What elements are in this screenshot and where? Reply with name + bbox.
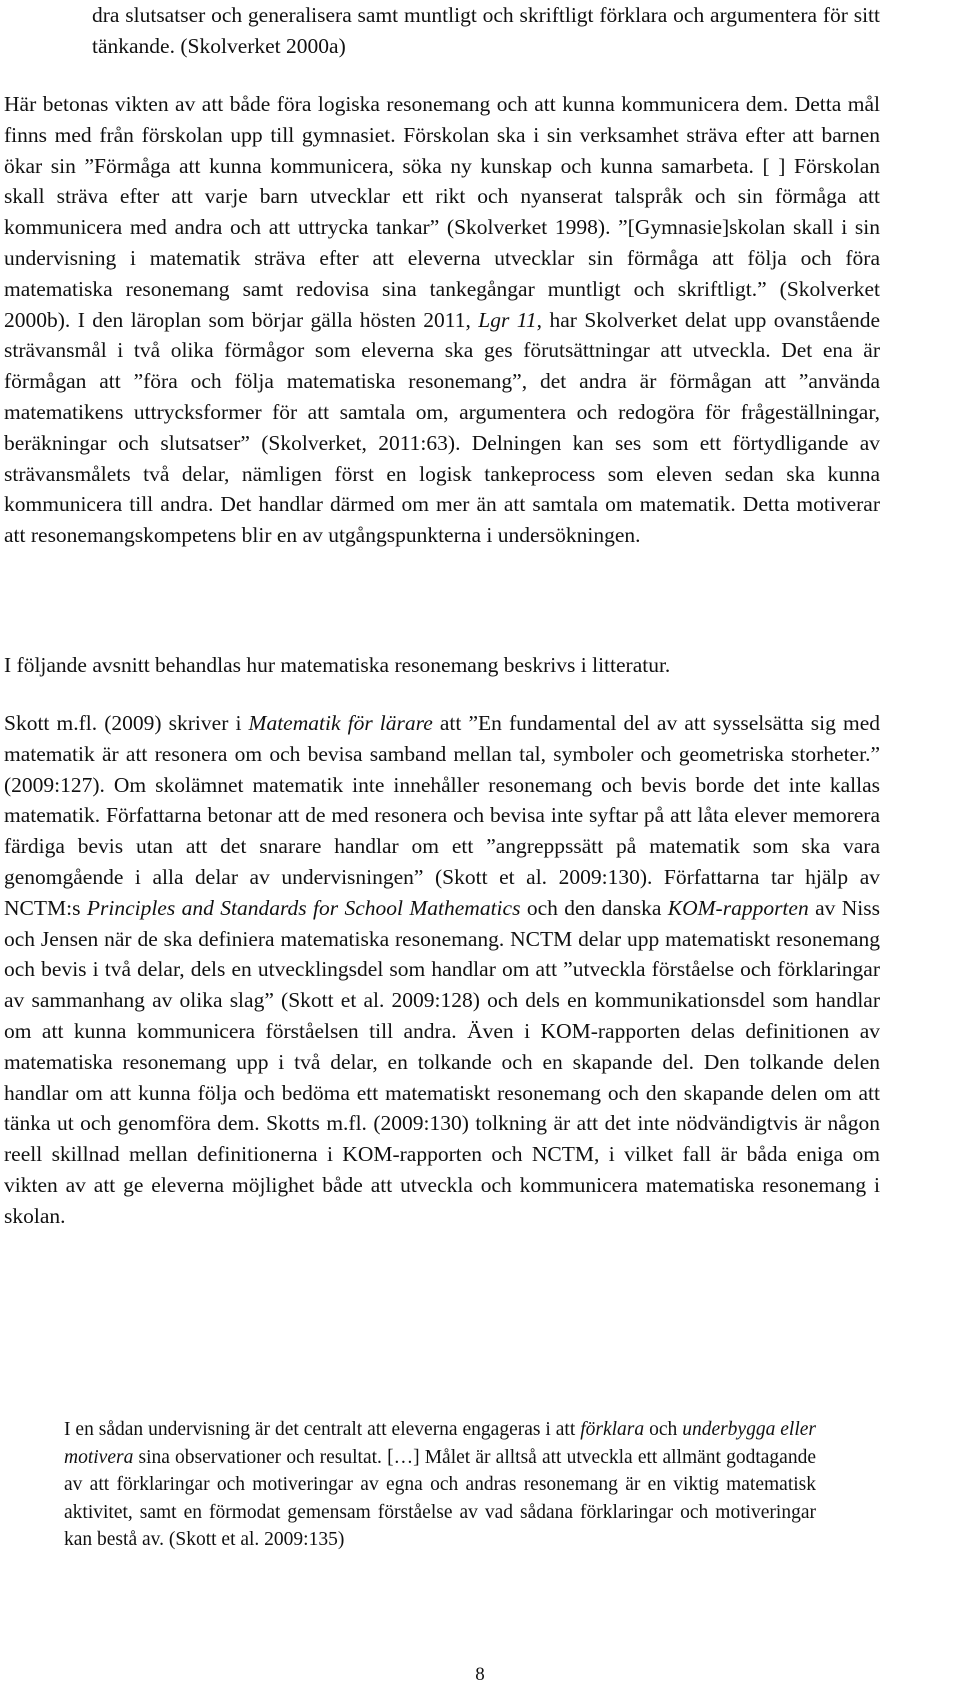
paragraph-text: och den danska: [520, 895, 668, 920]
quote-text: I en sådan undervisning är det centralt att eleverna engageras i att: [64, 1419, 581, 1440]
paragraph-text: av Niss och Jensen när de ska definiera matematiska resonemang. NCTM delar upp matematiskt resonemang och bevis i två delar, dels en utvecklingsdel som handlar om att ”utveckla förståelse och förklaringar av sammanhang av olika slag” (Skott et al. 2009:128) och dels en kommunikationsdel som handlar om att kunna kommunicera förståelsen till andra. Även i KOM-rapporten delas definitionen av matematiska resonemang upp i två delar, en tolkande och en skapande del. Den tolkande delen handlar om att kunna följa och bedöma ett matematiskt resonemang och den skapande delen om att tänka ut och genomföra dem. Skotts m.fl. (2009:130) tolkning är att det inte nödvändigtvis är någon reell skillnad mellan definitionerna i KOM-rapporten och NCTM, i vilket fall är båda eniga om vikten av att ge eleverna möjlighet både att utveckla och kommunicera matematiska resonemang i skolan.: [4, 895, 880, 1228]
paragraph-text: I följande avsnitt behandlas hur matematiska resonemang beskrivs i litteratur.: [4, 653, 671, 677]
lead-paragraph-text: dra slutsatser och generalisera samt muntligt och skriftligt förklara och argumentera för sitt tänkande. (Skolverket 2000a): [92, 3, 880, 58]
paragraph-skott-reasoning: [4, 708, 880, 1232]
block-quote: [64, 1416, 816, 1554]
paragraph-text: , har Skolverket delat upp ovanstående strävansmål i två olika förmågor som eleverna ska ges förutsättningar att utveckla. Det ena är förmågan att ”föra och följa matematiska resonemang”, det andra är förmågan att ”använda matematikens uttrycksformer för att samtala om, argumentera och redogöra för frågeställningar, beräkningar och slutsatser” (Skolverket, 2011:63). Delningen kan ses som ett förtydligande av strävansmålets två delar, nämligen först en logisk tankeprocess som eleven sedan ska kunna kommunicera till andra. Det handlar därmed om mer än att samtala om matematik. Detta motiverar att resonemangskompetens blir en av utgångspunkterna i undersökningen.: [4, 307, 880, 548]
quote-text: och: [644, 1419, 683, 1440]
paragraph-text: Skott m.fl. (2009) skriver i: [4, 711, 249, 735]
nctm-title: Principles and Standards for School Mathematics: [86, 895, 521, 920]
kom-title: KOM-rapporten: [667, 895, 809, 920]
lead-paragraph: [92, 0, 880, 62]
quote-text: sina observationer och resultat. […] Målet är alltså att utveckla ett allmänt godtagande av att förklaringar och motiveringar av egna och andras resonemang är en viktig matematisk aktivitet, samt en förmodat gemensam förståelse av vad sådana förklaringar och motiveringar kan bestå av. (Skott et al. 2009:135): [64, 1446, 816, 1550]
book-title: Matematik för lärare: [248, 711, 433, 735]
paragraph-text: att ”En fundamental del av att sysselsätta sig med matematik är att resonera om och bevisa samband mellan tal, symboler och geometriska storheter.” (2009:127). Om skolämnet matematik inte innehåller resonemang och bevis borde det inte kallas matematik. Författarna betonar att de med resonera och bevisa inte syftar på att låta elever memorera färdiga bevis utan att det snarare handlar om ett ”angreppssätt på matematik som ska vara genomgående i alla delar av undervisningen” (Skott et al. 2009:130). Författarna tar hjälp av NCTM:s: [4, 711, 881, 920]
page-number: 8: [475, 1664, 485, 1685]
paragraph-section-intro: [4, 650, 880, 681]
quote-emphasis: underbygga eller motivera: [64, 1419, 817, 1468]
paragraph-text: Här betonas vikten av att både föra logiska resonemang och att kunna kommunicera dem. Detta mål finns med från förskolan upp till gymnasiet. Förskolan ska i sin verksamhet sträva efter att barnen ökar sin ”Förmåga att kunna kommunicera, söka ny kunskap och kunna samarbeta. [ ] Förskolan skall sträva efter att varje barn utvecklar ett rikt och nyanserat talspråk och sin förmåga att kommunicera med andra och att uttrycka tankar” (Skolverket 1998). ”[Gymnasie]skolan skall i sin undervisning i matematik sträva efter att eleverna utvecklar sin förmåga att följa och föra matematiska resonemang samt redovisa sina tankegångar muntligt och skriftligt.” (Skolverket 2000b). I den läroplan som börjar gälla hösten 2011,: [4, 92, 880, 332]
paragraph-skolverket-goals: [4, 89, 880, 551]
quote-emphasis: förklara: [580, 1419, 645, 1440]
curriculum-title: Lgr 11: [478, 307, 537, 332]
